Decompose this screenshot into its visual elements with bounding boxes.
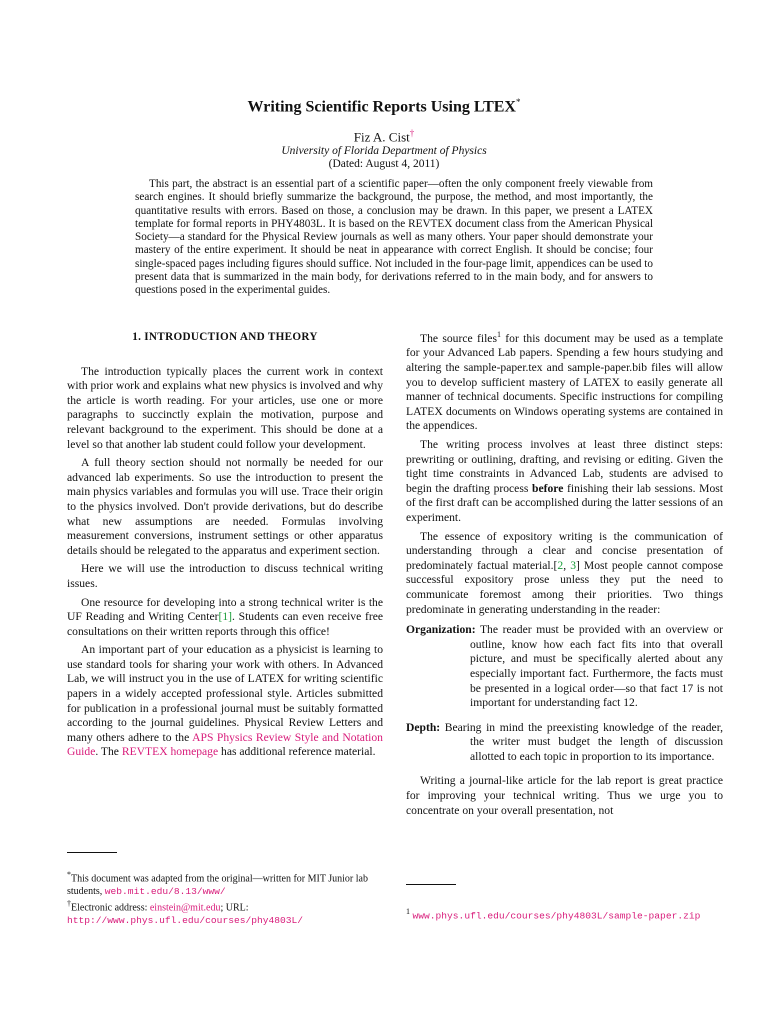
intro-paragraph-5: An important part of your education as a physicist is learning to use standard tools for sharing your work with others. In Advanced Lab, we will instruct you in the use of LATEX for writing scientific papers in a widely accepted professional style. Articles submitted for publication in a professional journal must be suitably formatted according to the journal guidelines. Physical Review Letters and many others adhere to the APS Physics Review Style and Notation Guide. The REVTEX homepage has additional reference material. [67,643,383,759]
author-name: Fiz A. Cist† [353,128,415,145]
right-column [406,328,723,822]
list-item-organization: Organization: The reader must be provided with an overview or outline, know how each fact fits into that overall picture, and must be specifically alerted about any especially important fact. Furthermore, the facts must be presented in a logical order—so that fact 17 is not important for understanding fact 12. [406,623,723,710]
right-paragraph-4: Writing a journal-like article for the lab report is great practice for improving your technical writing. Thus we urge you to concentrate on your overall presentation, not [406,774,723,817]
paper-title: Writing Scientific Reports Using LTEX* [247,97,521,116]
section-heading-introduction: 1. INTRODUCTION AND THEORY [132,331,318,343]
mit-url-link[interactable]: web.mit.edu/8.13/www/ [104,885,226,897]
description-list [406,623,723,764]
footnote-one: $^1$ www.phys.ufl.edu/courses/phy4803L/sample-paper.zip [406,907,701,922]
right-paragraph-2: The writing process involves at least three distinct steps: prewriting or outlining, drafting, and revising or editing. Given the tight time constraints in Advanced Lab, students are advised to begin the drafting process before finishing their lab sessions. Most of the first draft can be accomplished during the latter sessions of an experiment. [406,438,723,524]
right-paragraph-1: The source files$^1$ for this document may be used as a template for your Advanced Lab papers. Spending a few hours studying and altering the sample-paper.tex and sample-paper.bib files will allow you to develop sufficient mastery of LATEX to easily generate all manner of technical documents. Specific instructions for compiling LATEX documents on Windows operating systems are contained in the appendices. [406,330,723,433]
left-column [67,328,383,764]
citation-link-3[interactable]: 3 [570,558,576,572]
footnote-rule-right [406,884,456,885]
aps-style-guide-link[interactable]: APS Physics Review Style and Notation Guide [67,730,383,759]
email-link[interactable]: einstein@mit.edu [149,902,221,914]
revtex-homepage-link[interactable]: REVTEX homepage [121,745,219,759]
intro-paragraph-3: Here we will use the introduction to discuss technical writing issues. [67,562,383,590]
list-item-depth: Depth: Bearing in mind the preexisting knowledge of the reader, the writer must budget the length of discussion allotted to each topic in proportion to its importance. [406,720,723,763]
author-footnote-mark: † [409,128,415,138]
author-affiliation: University of Florida Department of Physics [281,145,487,157]
intro-paragraph-1: The introduction typically places the current work in context with prior work and explains what new physics is involved and why the article is worth reading. For your articles, use one or more paragraphs to succinctly explain the motivation, purpose and relevant background to the experiment. This should be done at a level so that another lab student could follow your development. [67,364,383,451]
abstract: This part, the abstract is an essential part of a scientific paper—often the only component freely viewable from search engines. It should briefly summarize the background, the purpose, the method, and most importantly, the quantitative results with errors. Based on those, a conclusion may be drawn. In this paper, we present a LATEX template for formal reports in PHY4803L. It is based on the REVTEX document class from the American Physical Society—a standard for the Physical Review journals as well as many others. Your paper should demonstrate your mastery of the entire experiment. It should be neat in appearance with correct English. It should be concise; four single-spaced pages including figures should suffice. Not included in the four-page limit, appendices can be used to present data that is summarized in the main body, for derivations referred to in the main body, and for answers to questions posed in the experimental guides. [135,178,653,297]
citation-link-1[interactable]: [1] [218,610,232,624]
dated-line: (Dated: August 4, 2011) [328,158,440,170]
footnote-rule-left [67,852,117,853]
footnote-dagger: †Electronic address: einstein@mit.edu; URL: http://www.phys.ufl.edu/courses/phy4803L/ [67,899,304,927]
citation-link-2[interactable]: 2 [557,558,564,572]
footnote-star: *This document was adapted from the original—written for MIT Junior lab students, web.mit.edu/8.13/www/ [67,870,368,897]
course-url-link[interactable]: http://www.phys.ufl.edu/courses/phy4803L/ [67,915,304,927]
title-footnote-mark: * [515,97,521,107]
right-paragraph-3: The essence of expository writing is the communication of understanding through a clear and concise presentation of predominately factual material.[2, 3] Most people cannot compose successful expository prose unless they put the need to communicate foremost among their priorities. Two things predominate in generating understanding in the reader: [406,529,724,616]
footnotes-left [67,869,383,928]
intro-paragraph-2: A full theory section should not normally be needed for our advanced lab experiments. So use the introduction to present the main physics variables and formulas you will use. Trace their origin to the physics involved. Don't provide derivations, but do describe what new assumptions are needed. Formulas involving measurement conversions, instrument settings or other apparatus details should be relegated to the apparatus and experiment section. [67,456,383,557]
intro-paragraph-4: One resource for developing into a strong technical writer is the UF Reading and Writing Center[1]. Students can even receive free consultations on their written reports through this office! [67,595,383,638]
sample-paper-zip-link[interactable]: www.phys.ufl.edu/courses/phy4803L/sample-paper.zip [412,910,701,922]
footnotes-right [406,906,723,923]
footnote-mark-1: 1 [496,330,501,339]
